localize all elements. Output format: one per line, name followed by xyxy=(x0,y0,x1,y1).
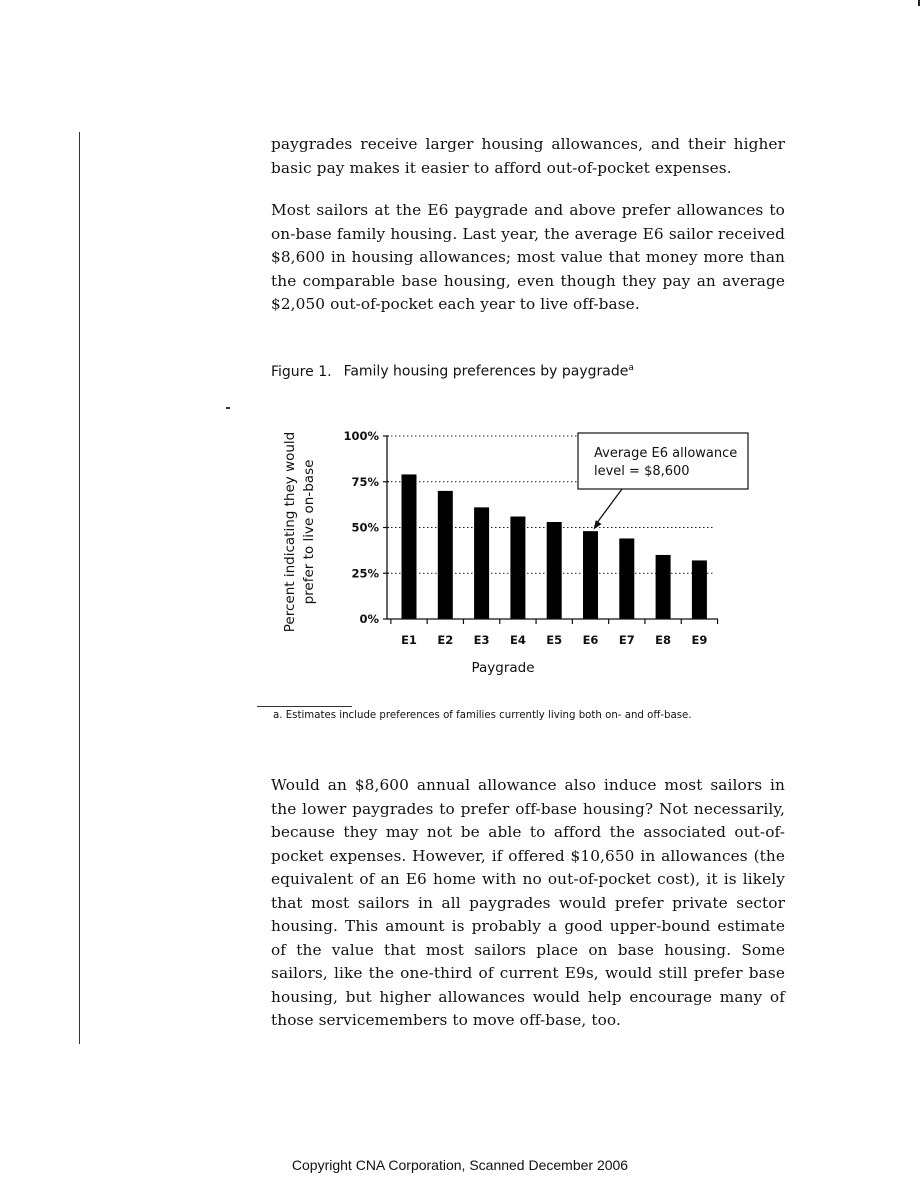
y-tick-labels xyxy=(343,429,379,626)
bar-e1 xyxy=(402,474,417,619)
y-axis-label-line-1: Percent indicating they would xyxy=(282,431,298,633)
x-axis-label: Paygrade xyxy=(471,660,535,676)
figure-caption xyxy=(271,363,634,380)
x-tick-label-e6: E6 xyxy=(582,633,599,647)
figure-footnote: a. Estimates include preferences of families currently living both on- and off-base. xyxy=(273,710,692,721)
figure-title: Family housing preferences by paygrade xyxy=(343,363,629,380)
annotation-arrowhead xyxy=(594,520,602,529)
x-tick-label-e3: E3 xyxy=(473,633,490,647)
annotation-box xyxy=(578,433,748,489)
annotation-arrow xyxy=(597,489,623,524)
y-tick-label-75: 75% xyxy=(351,474,379,489)
x-tick-label-e5: E5 xyxy=(546,633,563,647)
y-tick-label-100: 100% xyxy=(343,429,379,443)
scan-mark xyxy=(226,407,230,409)
x-tick-label-e1: E1 xyxy=(401,633,417,647)
y-axis-label-line-2: prefer to live on-base xyxy=(301,459,317,605)
x-tick-label-e7: E7 xyxy=(618,633,635,647)
x-tick-label-e8: E8 xyxy=(655,633,672,647)
margin-rule xyxy=(79,132,80,1044)
figure-footnote-marker: a xyxy=(628,363,634,373)
bar-e2 xyxy=(438,491,453,619)
bar-e6 xyxy=(583,531,598,619)
y-tick-label-25: 25% xyxy=(351,566,379,581)
x-tick-label-e2: E2 xyxy=(437,633,454,647)
bar-e3 xyxy=(474,507,489,619)
bar-e4 xyxy=(510,517,525,619)
copyright-footer: Copyright CNA Corporation, Scanned December 2006 xyxy=(291,1157,629,1173)
figure-number: Figure 1. xyxy=(271,363,332,380)
bar-e5 xyxy=(547,522,562,619)
y-tick-label-0: 0% xyxy=(359,612,379,626)
x-tick-label-e4: E4 xyxy=(509,633,526,647)
bar-e9 xyxy=(692,560,707,619)
bars xyxy=(402,474,707,619)
bar-e7 xyxy=(619,538,634,619)
body-paragraph-1: paygrades receive larger housing allowances, and their higher basic pay makes it easier to afford out-of-pocket expenses. xyxy=(271,135,785,177)
body-paragraph-3: Would an $8,600 annual allowance also induce most sailors in the lower paygrades to prefer off-base housing? Not necessarily, because they may not be able to afford the associated out-of-pocket expenses. However, if offered $10,650 in allowances (the equivalent of an E6 home with no out-of-pocket cost), it is likely that most sailors in all paygrades would prefer private sector housing. This amount is probably a good upper-bound estimate of the value that most sailors place on base housing. Some sailors, like the one-third of current E9s, would still prefer base housing, but higher allowances would help encourage many of those servicemembers to move off-base, too. xyxy=(271,776,785,1029)
annotation-line-2: level = $8,600 xyxy=(594,464,690,479)
y-tick-label-50: 50% xyxy=(351,520,379,535)
bar-e8 xyxy=(656,555,671,619)
footnote-rule xyxy=(257,706,352,707)
chart-annotation xyxy=(578,433,748,530)
body-paragraph-2: Most sailors at the E6 paygrade and above prefer allowances to on-base family housing. Last year, the average E6 sailor received $8,600 in housing allowances; most value that money more than the comparable base housing, even though they pay an average $2,050 out-of-pocket each year to live off-base. xyxy=(271,201,785,313)
bar-chart xyxy=(270,415,760,680)
annotation-line-1: Average E6 allowance xyxy=(594,446,738,461)
x-tick-label-e9: E9 xyxy=(691,633,708,647)
x-tick-labels xyxy=(401,633,707,647)
y-axis-label xyxy=(282,432,317,632)
